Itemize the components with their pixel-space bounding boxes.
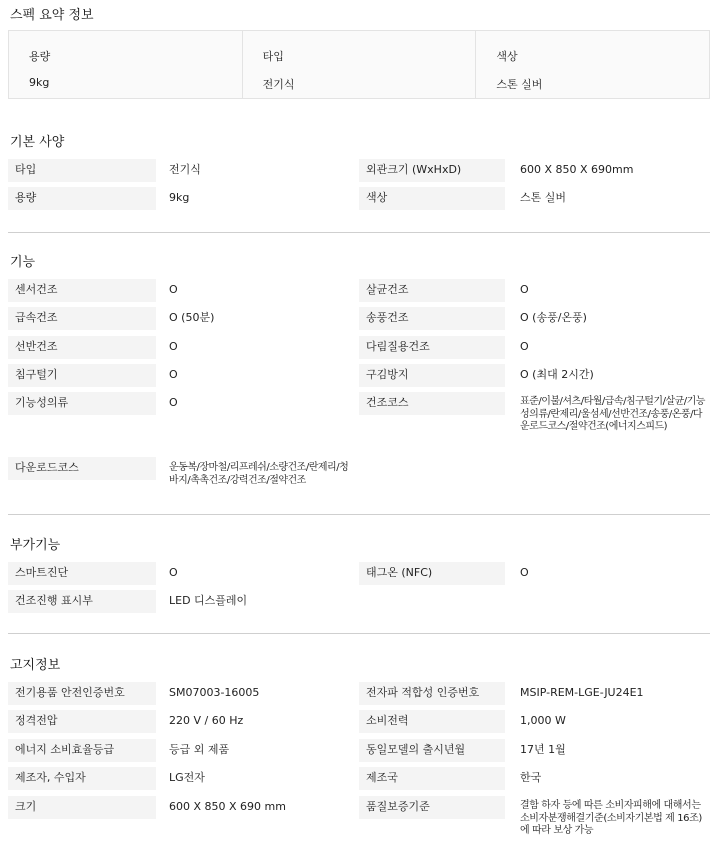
spec-label: 스마트진단 bbox=[8, 562, 156, 585]
spec-row bbox=[0, 739, 720, 762]
spec-row bbox=[0, 336, 720, 359]
section-divider bbox=[8, 232, 710, 233]
summary-label: 타입 bbox=[262, 50, 284, 63]
spec-label: 살균건조 bbox=[359, 279, 505, 302]
spec-value: O (송풍/온풍) bbox=[520, 311, 587, 324]
spec-label: 선반건조 bbox=[8, 336, 156, 359]
spec-value: O bbox=[520, 283, 529, 296]
spec-row bbox=[0, 682, 720, 705]
spec-row bbox=[0, 364, 720, 387]
spec-row bbox=[0, 590, 720, 613]
spec-value: 등급 외 제품 bbox=[169, 743, 230, 756]
summary-label: 색상 bbox=[496, 50, 518, 63]
spec-summary-box bbox=[8, 30, 710, 99]
spec-value: O bbox=[169, 396, 178, 409]
spec-value: 17년 1월 bbox=[520, 743, 566, 756]
spec-label: 제조자, 수입자 bbox=[8, 767, 156, 790]
spec-label: 건조진행 표시부 bbox=[8, 590, 156, 613]
summary-value: 전기식 bbox=[262, 78, 295, 91]
spec-value: 600 X 850 X 690mm bbox=[520, 163, 634, 176]
spec-row bbox=[0, 279, 720, 302]
spec-row bbox=[0, 187, 720, 210]
spec-value: 운동복/장마철/리프레쉬/소량건조/란제리/청바지/촉촉건조/강력건조/절약건조 bbox=[169, 462, 349, 486]
spec-value: LED 디스플레이 bbox=[169, 594, 248, 607]
features-title: 기능 bbox=[10, 255, 36, 270]
spec-value: 9kg bbox=[169, 191, 190, 204]
spec-value: O bbox=[520, 566, 529, 579]
spec-label: 소비전력 bbox=[359, 710, 505, 733]
summary-capacity bbox=[9, 31, 243, 98]
spec-label: 전자파 적합성 인증번호 bbox=[359, 682, 505, 705]
spec-value: SM07003-16005 bbox=[169, 686, 260, 699]
spec-label: 제조국 bbox=[359, 767, 505, 790]
spec-value: O bbox=[169, 283, 178, 296]
section-divider bbox=[8, 633, 710, 634]
spec-row bbox=[0, 159, 720, 182]
spec-value: 1,000 W bbox=[520, 714, 566, 727]
spec-label: 타입 bbox=[8, 159, 156, 182]
summary-color bbox=[476, 31, 709, 98]
spec-value: O bbox=[520, 340, 529, 353]
spec-value: 220 V / 60 Hz bbox=[169, 714, 244, 727]
basic-specs-title: 기본 사양 bbox=[10, 135, 65, 150]
spec-row bbox=[0, 796, 720, 842]
spec-label: 침구털기 bbox=[8, 364, 156, 387]
spec-value: 스톤 실버 bbox=[520, 191, 567, 204]
spec-label: 구김방지 bbox=[359, 364, 505, 387]
spec-label: 용량 bbox=[8, 187, 156, 210]
spec-label: 송풍건조 bbox=[359, 307, 505, 330]
spec-label: 에너지 소비효율등급 bbox=[8, 739, 156, 762]
spec-value: 한국 bbox=[520, 771, 542, 784]
spec-label: 외관크기 (WxHxD) bbox=[359, 159, 505, 182]
spec-row bbox=[0, 562, 720, 585]
spec-label: 다림질용건조 bbox=[359, 336, 505, 359]
spec-value: LG전자 bbox=[169, 771, 205, 784]
spec-value: 결함 하자 등에 따른 소비자피해에 대해서는 소비자분쟁해결기준(소비자기본법 제 16조)에 따라 보상 가능 bbox=[520, 800, 702, 836]
spec-value: 전기식 bbox=[169, 163, 201, 176]
spec-label: 색상 bbox=[359, 187, 505, 210]
summary-value: 스톤 실버 bbox=[496, 78, 543, 91]
section-divider bbox=[8, 514, 710, 515]
spec-row bbox=[0, 307, 720, 330]
spec-label: 건조코스 bbox=[359, 392, 505, 415]
spec-label: 동일모델의 출시년월 bbox=[359, 739, 505, 762]
spec-label: 센서건조 bbox=[8, 279, 156, 302]
extra-features-title: 부가기능 bbox=[10, 538, 61, 553]
spec-label: 급속건조 bbox=[8, 307, 156, 330]
spec-row bbox=[0, 710, 720, 733]
spec-value: O bbox=[169, 566, 178, 579]
spec-value: O bbox=[169, 368, 178, 381]
spec-value: O (50분) bbox=[169, 311, 215, 324]
spec-row bbox=[0, 392, 720, 450]
spec-value: 600 X 850 X 690 mm bbox=[169, 800, 286, 813]
spec-label: 품질보증기준 bbox=[359, 796, 505, 819]
summary-title: 스펙 요약 정보 bbox=[10, 8, 94, 23]
spec-row bbox=[0, 457, 720, 487]
spec-label: 태그온 (NFC) bbox=[359, 562, 505, 585]
spec-label: 전기용품 안전인증번호 bbox=[8, 682, 156, 705]
spec-value: O (최대 2시간) bbox=[520, 368, 594, 381]
summary-type bbox=[243, 31, 477, 98]
notice-title: 고지정보 bbox=[10, 658, 61, 673]
spec-label: 기능성의류 bbox=[8, 392, 156, 415]
spec-label: 정격전압 bbox=[8, 710, 156, 733]
spec-row bbox=[0, 767, 720, 790]
spec-value: O bbox=[169, 340, 178, 353]
spec-value: MSIP-REM-LGE-JU24E1 bbox=[520, 686, 644, 699]
summary-label: 용량 bbox=[29, 50, 51, 63]
summary-value: 9kg bbox=[29, 76, 50, 89]
spec-value: 표준/이불/셔츠/타월/급속/침구털기/살균/기능성의류/란제리/울섬세/선반건조/송풍/온풍/다운로드코스/절약건조(에너지스피드) bbox=[520, 396, 705, 432]
spec-label: 다운로드코스 bbox=[8, 457, 156, 480]
spec-label: 크기 bbox=[8, 796, 156, 819]
